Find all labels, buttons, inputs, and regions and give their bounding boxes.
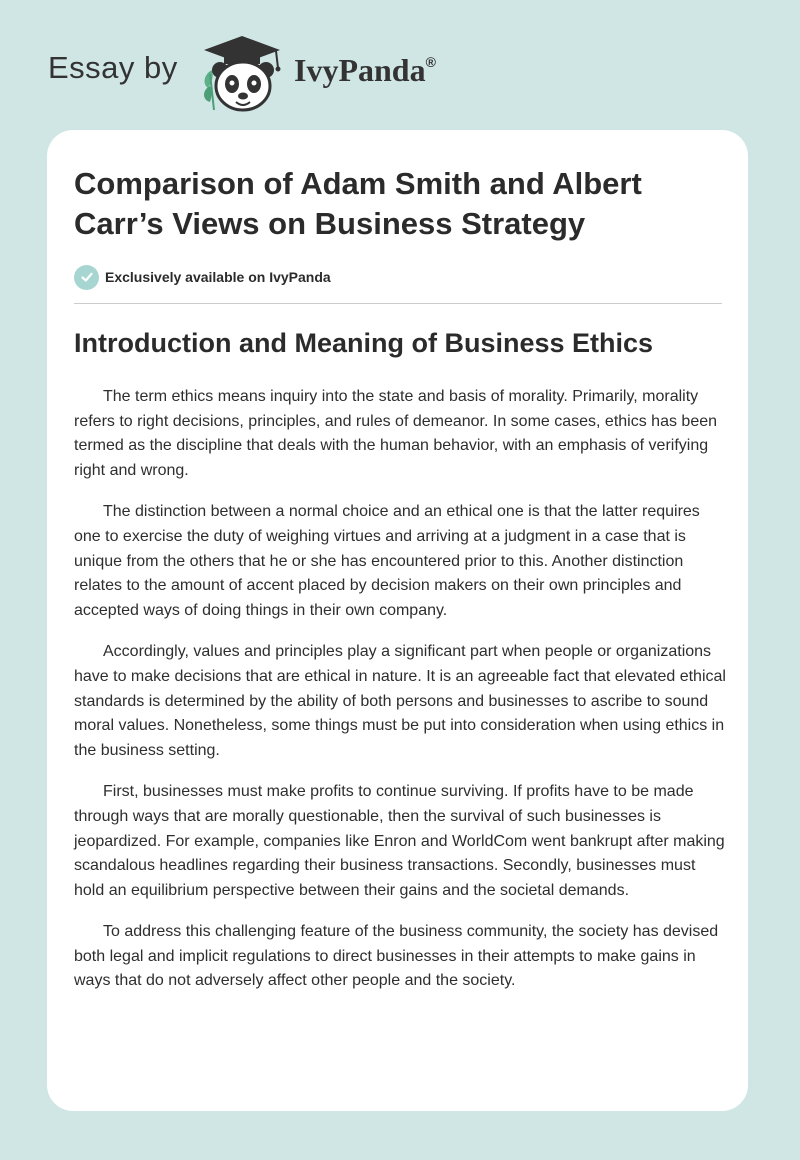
site-header xyxy=(48,34,568,114)
check-icon xyxy=(74,265,99,290)
essay-title: Comparison of Adam Smith and Albert Carr’s Views on Business Strategy xyxy=(74,166,642,241)
paragraph: The distinction between a normal choice and an ethical one is that the latter requires one to exercise the duty of weighing virtues and arriving at a judgment in a case that is unique from the others that he or she has encountered prior to this. Another distinction relates to the amount of accent placed by decision makers on their own principles and accepted ways of doing things in their own company. xyxy=(74,503,700,619)
paragraph: To address this challenging feature of the business community, the society has devised both legal and implicit regulations to direct businesses in their attempts to make gains in ways that do not adversely affect other people and the society. xyxy=(74,923,719,990)
essay-card xyxy=(47,130,748,1111)
section-heading: Introduction and Meaning of Business Ethics xyxy=(74,328,654,358)
exclusive-badge-text: Exclusively available on IvyPanda xyxy=(105,269,331,285)
paragraph: Accordingly, values and principles play a significant part when people or organizations have to make decisions that are ethical in nature. It is an agreeable fact that elevated ethical standards is determined by the ability of both persons and businesses to ascribe to sound moral values. Nonetheless, some things must be put into consideration when using ethics in the business setting. xyxy=(74,643,726,759)
paragraph: First, businesses must make profits to continue surviving. If profits have to be made through ways that are morally questionable, then the survival of such businesses is jeopardized. For example, companies like Enron and WorldCom went bankrupt after making scandalous headlines regarding their business transactions. Secondly, businesses must hold an equilibrium perspective between their gains and the societal demands. xyxy=(74,783,725,899)
divider xyxy=(74,303,722,304)
essay-body xyxy=(74,385,726,1011)
brand-logo-text: IvyPanda® xyxy=(294,52,436,88)
panda-graduate-icon xyxy=(198,34,288,114)
exclusive-badge xyxy=(74,264,331,290)
paragraph: The term ethics means inquiry into the state and basis of morality. Primarily, morality refers to right decisions, principles, and rules of demeanor. In some cases, ethics has been termed as the discipline that deals with the human behavior, with an emphasis of verifying right and wrong. xyxy=(74,388,718,479)
essay-by-label: Essay by xyxy=(48,50,178,85)
